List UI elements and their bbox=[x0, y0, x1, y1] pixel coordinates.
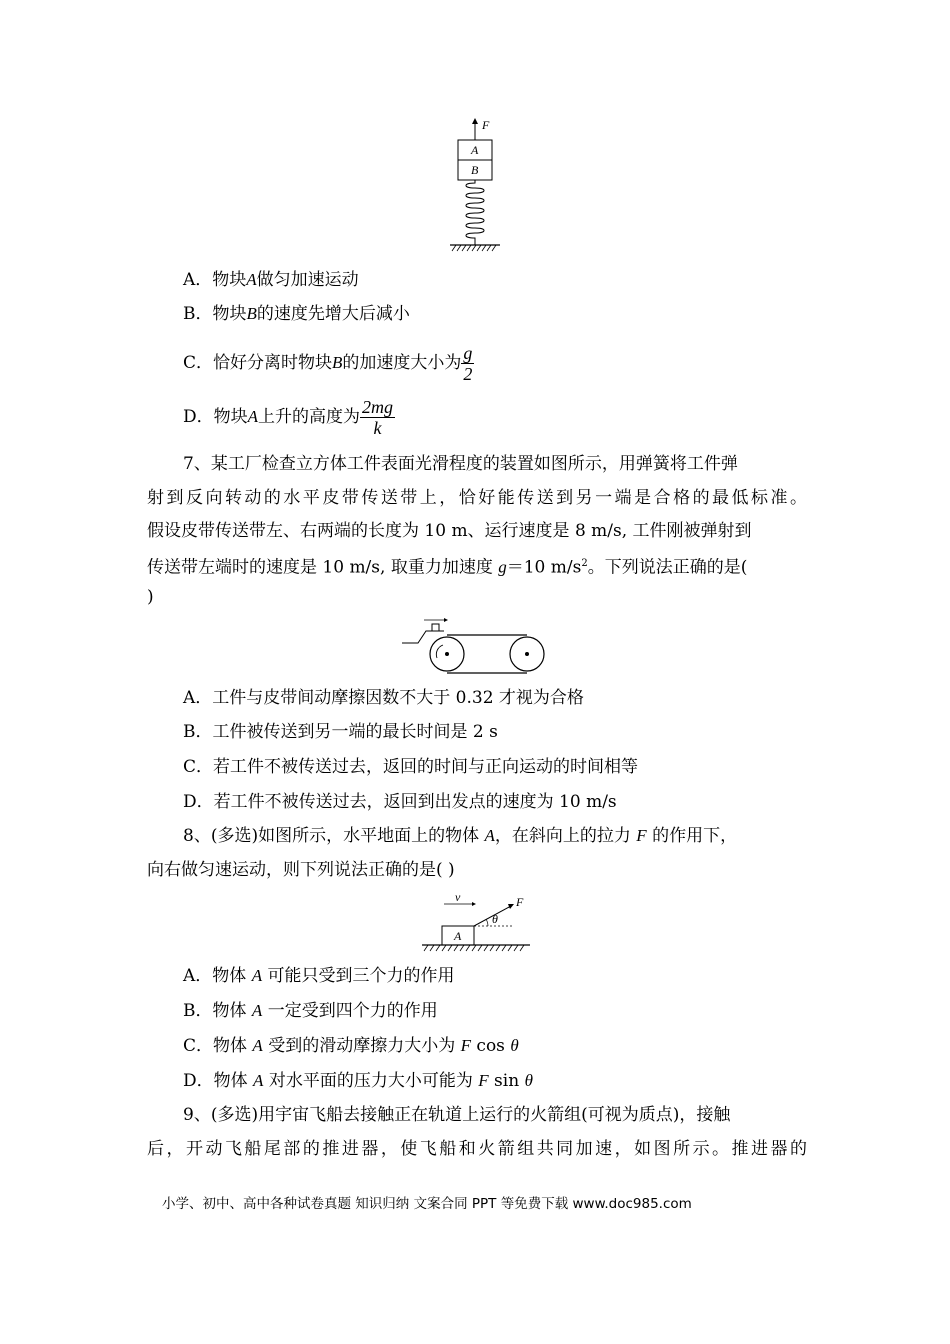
q8-line-2: 向右做匀速运动，则下列说法正确的是( ) bbox=[147, 860, 455, 880]
q7-option-d: D．若工件不被传送过去，返回到出发点的速度为 10 m/s bbox=[183, 792, 617, 812]
q6-option-a: A．物块A做匀加速运动 bbox=[183, 270, 359, 290]
block-b-label: B bbox=[471, 163, 479, 177]
q6-option-c: C．恰好分离时物块B的加速度大小为 $\frac{g}{2}$ bbox=[183, 343, 473, 384]
q7-option-c: C．若工件不被传送过去，返回的时间与正向运动的时间相等 bbox=[183, 757, 639, 777]
q7-line-1: 7、某工厂检查立方体工件表面光滑程度的装置如图所示，用弹簧将工件弹 bbox=[183, 454, 738, 474]
fraction-2mg-over-k: $\frac{2mg}{k}$ bbox=[362, 397, 394, 438]
q6-option-b: B．物块B的速度先增大后减小 bbox=[183, 304, 410, 324]
q9-line-2: 后，开动飞船尾部的推进器，使飞船和火箭组共同加速，如图所示。推进器的 bbox=[147, 1139, 807, 1159]
fraction-g-over-2: $\frac{g}{2}$ bbox=[463, 343, 473, 384]
force-label: F bbox=[516, 895, 524, 909]
q8-option-b: B．物体 A 一定受到四个力的作用 bbox=[183, 1001, 438, 1021]
force-label: F bbox=[482, 118, 490, 132]
q7-option-a: A．工件与皮带间动摩擦因数不大于 0.32 才视为合格 bbox=[183, 688, 584, 708]
q9-line-1: 9、(多选)用宇宙飞船去接触正在轨道上运行的火箭组(可视为质点)，接触 bbox=[183, 1105, 731, 1125]
q8-option-d: D．物体 A 对水平面的压力大小可能为 F sin θ bbox=[183, 1071, 533, 1091]
q8-option-a: A．物体 A 可能只受到三个力的作用 bbox=[183, 966, 455, 986]
inclined-force-figure bbox=[418, 892, 538, 954]
q7-line-4: 传送带左端时的速度是 10 m/s, 取重力加速度 g＝10 $m/s^2$。下列说法正确的是( bbox=[147, 557, 748, 578]
q7-line-5: ) bbox=[147, 587, 154, 607]
block-a-label: A bbox=[454, 929, 462, 943]
q7-option-b: B．工件被传送到另一端的最长时间是 2 s bbox=[183, 722, 498, 742]
block-a-label: A bbox=[471, 143, 479, 157]
q6-option-d: D．物块A上升的高度为 $\frac{2mg}{k}$ bbox=[183, 397, 394, 438]
q8-line-1: 8、(多选)如图所示，水平地面上的物体 A，在斜向上的拉力 F 的作用下， bbox=[183, 826, 738, 846]
velocity-label: v bbox=[455, 892, 461, 904]
theta-label: θ bbox=[492, 912, 498, 926]
conveyor-belt-figure bbox=[400, 618, 560, 678]
q8-option-c: C．物体 A 受到的滑动摩擦力大小为 F cos θ bbox=[183, 1036, 519, 1056]
block-spring-figure bbox=[440, 115, 520, 255]
q7-line-2: 射到反向转动的水平皮带传送带上，恰好能传送到另一端是合格的最低标准。 bbox=[147, 488, 807, 508]
q7-line-3: 假设皮带传送带左、右两端的长度为 10 m、运行速度是 8 m/s, 工件刚被弹射到 bbox=[147, 521, 752, 541]
page-footer: 小学、初中、高中各种试卷真题 知识归纳 文案合同 PPT 等免费下载 www.doc985.com bbox=[162, 1196, 692, 1212]
